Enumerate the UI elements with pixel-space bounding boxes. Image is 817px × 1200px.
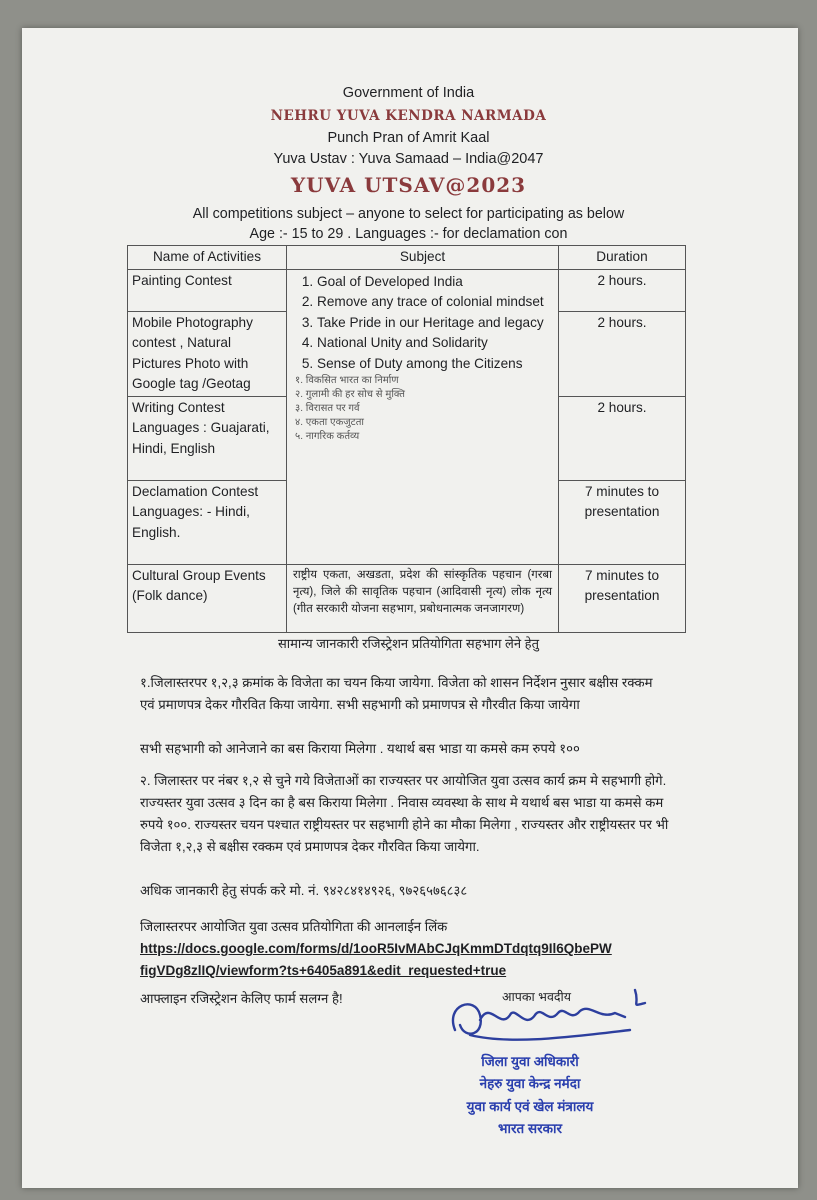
general-info-heading: सामान्य जानकारी रजिस्ट्रेशन प्रतियोगिता सहभाग लेने हेतु [277,636,539,651]
col-header-duration: Duration [559,246,686,270]
subject-item: 1. Goal of Developed India [317,272,554,293]
activity-duration: 2 hours. [559,396,686,480]
hindi-subject: ४. एकता एकजुटता [295,417,364,428]
registration-link-part1[interactable]: https://docs.google.com/forms/d/1ooR5IvMAbCJqKmmDTdqtq9Il6QbePW [140,941,612,956]
sign-off: आपका भवदीय [502,990,572,1004]
document-title: YUVA UTSAV@2023 [290,173,527,197]
registration-link-part2[interactable]: figVDg8zlIQ/viewform?ts+6405a891&edit_requested+true [140,963,507,978]
online-link-label: जिलास्तरपर आयोजित युवा उत्सव प्रतियोगिता की आनलाईन लिंक [140,919,448,934]
subject-list [293,272,554,375]
stamp-line-2: नेहरु युवा केन्द्र नर्मदा [479,1076,581,1091]
activity-duration: 2 hours. [559,311,686,396]
header-yuva-ustav: Yuva Ustav : Yuva Samaad – India@2047 [273,151,544,167]
activity-duration: 7 minutes to presentation [559,564,686,632]
hindi-subject: ३. विरासत पर गर्व [295,403,360,414]
table-row [128,564,686,632]
hindi-subject: ५. नागरिक कर्तव्य [295,431,360,442]
stamp-line-3: युवा कार्य एवं खेल मंत्रालय [466,1099,594,1114]
hindi-subject: २. गुलामी की हर सोच से मुक्ति [295,389,405,400]
contact-line: अधिक जानकारी हेतु संपर्क करे मो. नं. ९४२८४१४९२६, ९७२६५७६८३८ [140,883,468,898]
subject-item: 4. National Unity and Solidarity [317,333,554,354]
cultural-subject: राष्ट्रीय एकता, अखडता, प्रदेश की सांस्कृतिक पहचान (गरबा नृत्य), जिले की सावृतिक पहचान (आदिवासी नृत्य) लोक नृत्य (गीत सरकारी योजना सहभाग, प्रबोधनात्मक जनजागरण) [287,564,559,632]
signature-icon [430,975,660,1055]
activity-name: Painting Contest [128,269,287,311]
activity-name: Cultural Group Events (Folk dance) [128,564,287,632]
stamp-line-1: जिला युवा अधिकारी [481,1054,579,1069]
subject-item: 2. Remove any trace of colonial mindset [317,292,554,313]
header-age-languages: Age :- 15 to 29 . Languages :- for declamation con [249,226,568,242]
header-org-name: NEHRU YUVA KENDRA NARMADA [270,108,547,124]
header-punch-pran: Punch Pran of Amrit Kaal [327,130,490,146]
activity-name: Mobile Photography contest , Natural Pictures Photo with Google tag /Geotag [128,311,287,396]
subject-list-cell [287,269,559,564]
header-competitions: All competitions subject – anyone to select for participating as below [192,206,625,222]
activities-table [127,245,686,633]
subject-item: 5. Sense of Duty among the Citizens [317,354,554,375]
activity-duration: 2 hours. [559,269,686,311]
hindi-subject: १. विकसित भारत का निर्माण [295,375,399,386]
subject-item: 3. Take Pride in our Heritage and legacy [317,313,554,334]
col-header-subject: Subject [287,246,559,270]
activity-name: Declamation Contest Languages: - Hindi, English. [128,480,287,564]
info-paragraph-1: १.जिलास्तरपर १,२,३ क्रमांक के विजेता का चयन किया जायेगा. विजेता को शासन निर्देशन नुसार बक्षीस रक्कम एवं प्रमाणपत्र देकर गौरवित किया जायेगा. सभी सहभागी को प्रमाणपत्र से गौरवीत किया जायेगा [140,675,653,712]
info-paragraph-2: २. जिलास्तर पर नंबर १,२ से चुने गये विजेताओं का राज्यस्तर पर आयोजित युवा उत्सव कार्य क्रम मे सहभागी होगे. राज्यस्तर युवा उत्सव ३ दिन का है बस किराया मिलेगा . निवास व्यवस्था के साथ मे यथार्थ बस भाडा या कमसे कम रुपये १००. राज्यस्तर चयन पश्चात राष्ट्रीयस्तर पर सहभागी होने का मौका मिलेगा , राज्यस्तर और राष्ट्रीयस्तर पर भी विजेता १,२,३ से बक्षीस रक्कम एवं प्रमाणपत्र देकर गौरवित किया जायेगा. [140,773,669,854]
header-government: Government of India [342,85,475,101]
col-header-activities: Name of Activities [128,246,287,270]
info-paragraph-1b: सभी सहभागी को आनेजाने का बस किराया मिलेगा . यथार्थ बस भाडा या कमसे कम रुपये १०० [140,741,580,756]
table-header-row [128,246,686,270]
activity-name: Writing Contest Languages : Guajarati, Hindi, English [128,396,287,480]
table-row [128,269,686,311]
activity-duration: 7 minutes to presentation [559,480,686,564]
offline-registration-note: आफ्लाइन रजिस्ट्रेशन केलिए फार्म सलग्न है! [140,991,343,1006]
stamp-line-4: भारत सरकार [498,1121,562,1136]
